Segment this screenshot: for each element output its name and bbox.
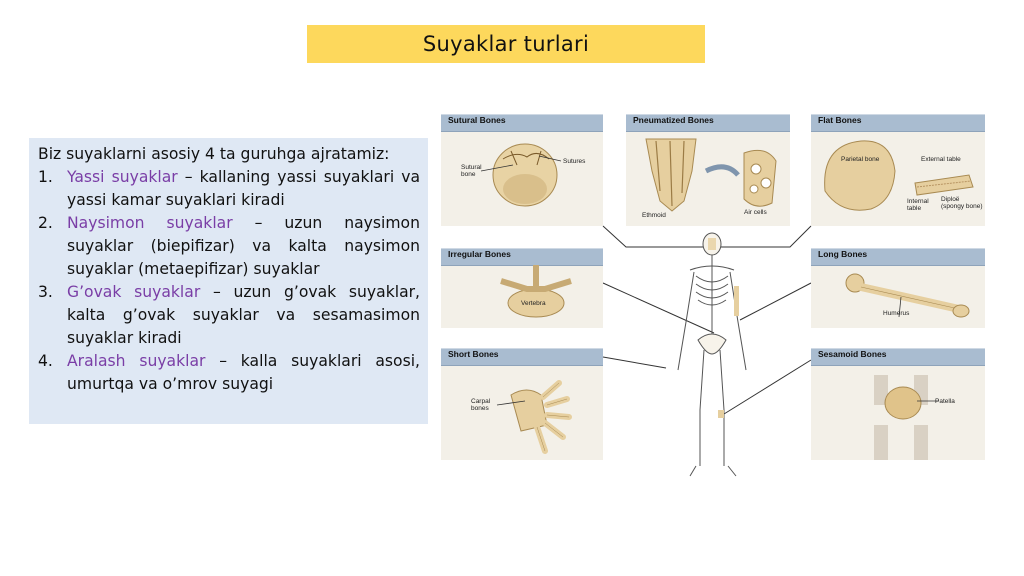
label-patella: Patella [935, 398, 955, 405]
panel-title: Flat Bones [818, 115, 862, 125]
panel-sutural-bones [441, 114, 603, 226]
label-text: table [907, 205, 922, 212]
panel-header [811, 348, 985, 366]
hand-illustration [441, 365, 603, 460]
panel-sesamoid-bones [811, 348, 985, 460]
panel-title: Sutural Bones [448, 115, 506, 125]
panel-header [441, 114, 603, 132]
item-text: – kalla suyaklari asosi, umurtqa va o’mrov suyagi [67, 352, 420, 393]
label-text: (spongy bone) [941, 203, 983, 210]
item-text: – uzun naysimon suyaklar (biepifizar) va kalta naysimon suyaklar (metaepifizar) suyaklar [67, 214, 420, 278]
slide-title: Suyaklar turlari [422, 32, 590, 56]
knee-illustration [811, 365, 985, 460]
label-sutural [461, 164, 482, 178]
panel-header [441, 248, 603, 266]
label-carpal [471, 398, 490, 412]
panel-header [626, 114, 790, 132]
skeleton-illustration [660, 230, 780, 485]
item-number: 2. [38, 214, 53, 232]
item-number: 1. [38, 168, 53, 186]
label-text: bone [461, 171, 476, 178]
item-keyword: Naysimon suyaklar [67, 214, 233, 232]
panel-header [441, 348, 603, 366]
item-number: 3. [38, 283, 53, 301]
panel-title: Pneumatized Bones [633, 115, 714, 125]
panel-title: Irregular Bones [448, 249, 511, 259]
label-text: Internal [907, 198, 929, 205]
label-text: Carpal [471, 398, 491, 405]
panel-short-bones [441, 348, 603, 460]
label-text: bones [471, 405, 489, 412]
item-keyword: Aralash suyaklar [67, 352, 206, 370]
label-ethmoid: Ethmoid [642, 212, 666, 219]
label-humerus: Humerus [883, 310, 910, 317]
panel-flat-bones [811, 114, 985, 226]
intro-text: Biz suyaklarni asosiy 4 ta guruhga ajratamiz: [38, 145, 390, 163]
label-parietal: Parietal bone [841, 156, 880, 163]
item-number: 4. [38, 352, 53, 370]
item-keyword: G’ovak suyaklar [67, 283, 201, 301]
parietal-illustration [811, 131, 985, 226]
panel-header [811, 114, 985, 132]
label-text: Sutural [461, 164, 482, 171]
panel-title: Short Bones [448, 349, 499, 359]
item-text: – uzun g’ovak suyaklar, kalta g’ovak suyaklar va sesamasimon suyaklar kiradi [67, 283, 420, 347]
item-text: – kallaning yassi suyaklari va yassi kamar suyaklari kiradi [67, 168, 421, 209]
item-keyword: Yassi suyaklar [67, 168, 178, 186]
panel-long-bones [811, 248, 985, 328]
panel-title: Sesamoid Bones [818, 349, 887, 359]
panel-irregular-bones [441, 248, 603, 328]
panel-pneumatized-bones [626, 114, 790, 226]
panel-header [811, 248, 985, 266]
panel-title: Long Bones [818, 249, 868, 259]
label-text: Diploë [941, 196, 960, 203]
label-internal-table [907, 198, 929, 212]
label-diploe [941, 196, 983, 210]
label-air-cells: Air cells [744, 209, 767, 216]
humerus-illustration [811, 265, 985, 328]
label-vertebra: Vertebra [521, 300, 546, 307]
skull-illustration [441, 131, 603, 226]
label-sutures: Sutures [563, 158, 586, 165]
label-external-table: External table [921, 156, 961, 163]
vertebra-illustration [441, 265, 603, 328]
